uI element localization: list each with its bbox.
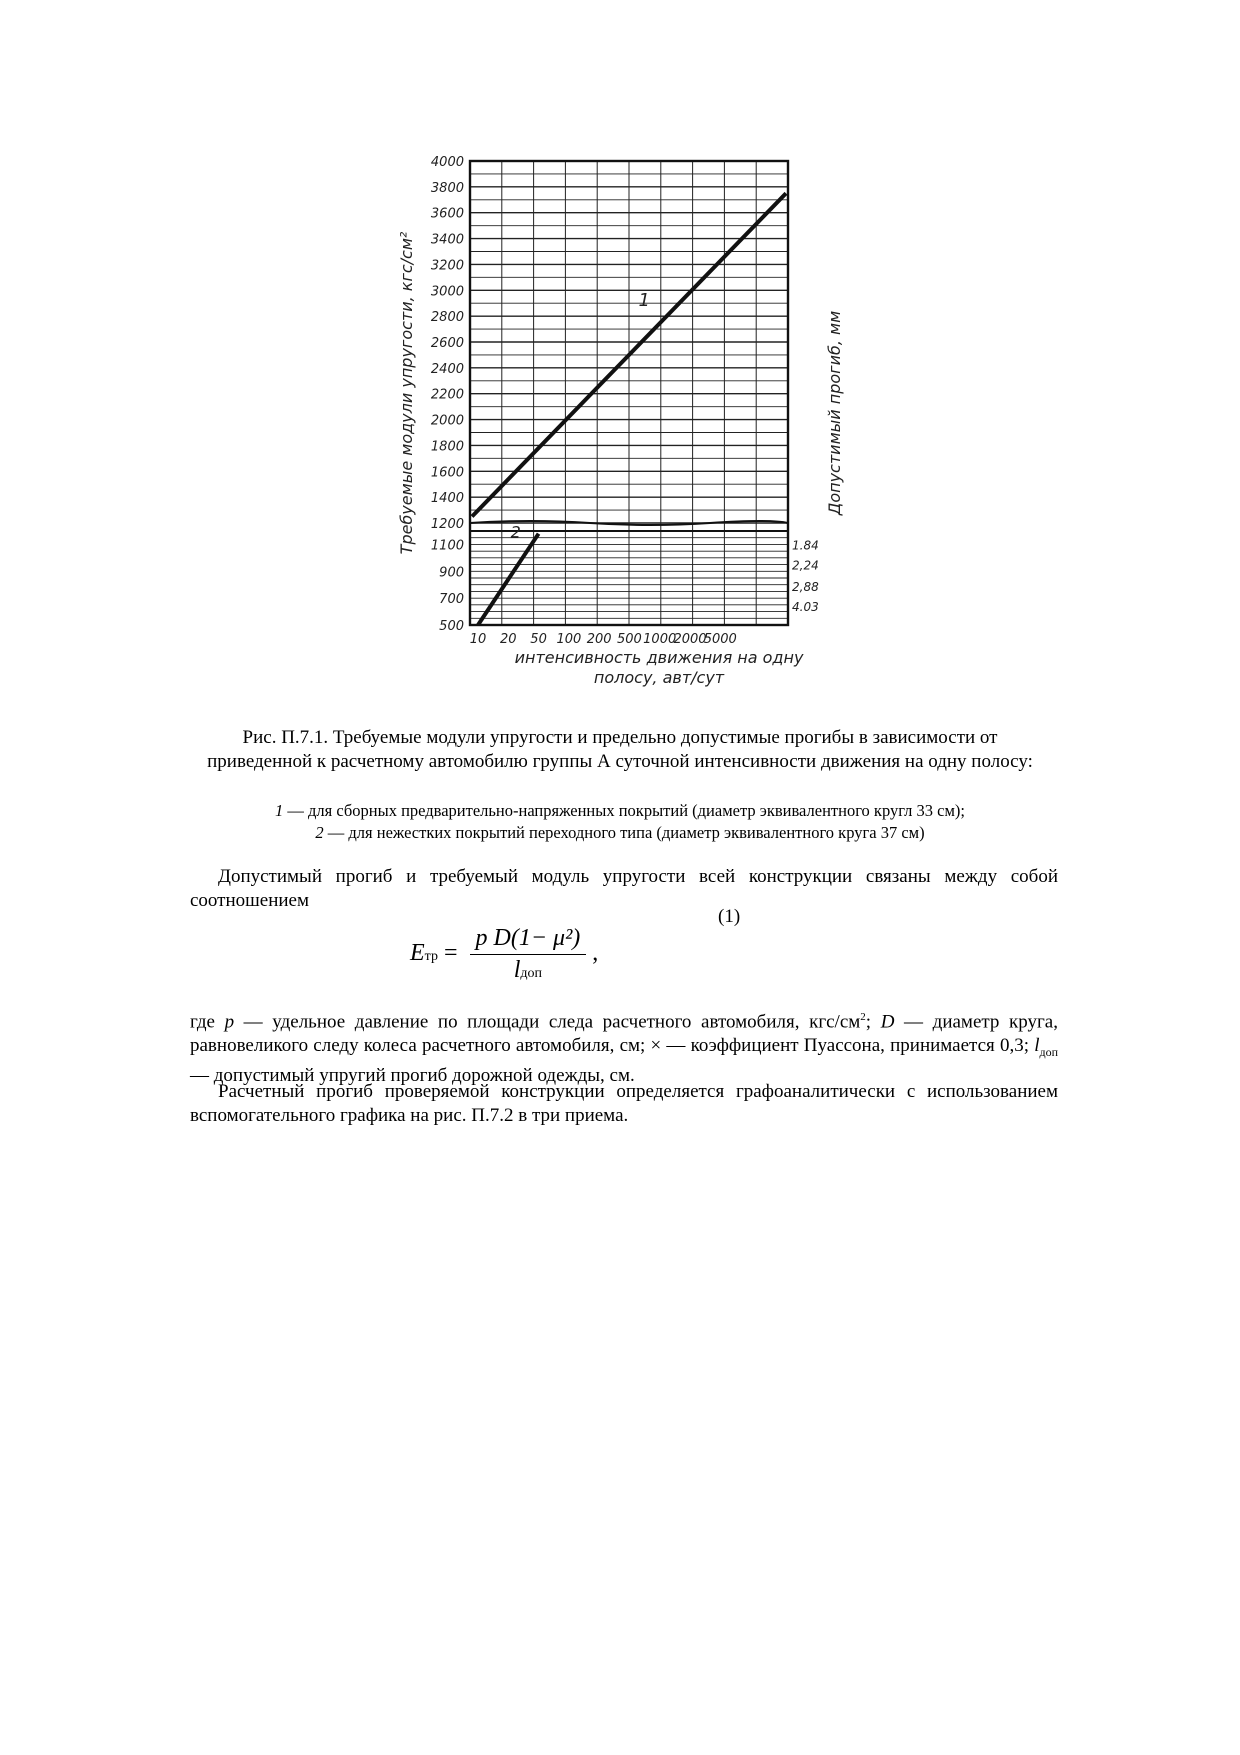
y-tick-label: 2400: [430, 361, 464, 377]
y-tick-label: 900: [439, 565, 464, 581]
p2-p: p: [224, 1011, 235, 1033]
p2-a: где: [190, 1011, 225, 1033]
p2-b: — удельное давление по площади следа расчетного автомобиля, кгс/см: [234, 1011, 861, 1033]
y-tick-label: 3000: [430, 284, 464, 300]
x-tick-label: 500: [617, 632, 642, 647]
note2-number: 2: [315, 823, 324, 842]
formula-lhs: E: [410, 940, 425, 967]
p2-e: — допустимый упругий прогиб дорожной одежды, см.: [190, 1065, 635, 1087]
y2-tick-label: 1.84: [792, 538, 819, 553]
formula-numerator: p D(1− μ²): [470, 925, 587, 955]
y2-tick-label: 4.03: [792, 600, 819, 615]
y-tick-label: 1800: [430, 439, 464, 455]
y-tick-label: 2200: [430, 387, 464, 403]
p2-d: — диаметр круга, равновеликого следу колеса расчетного автомобиля, см; × — коэффициент Пуассона, принимается 0,3;: [190, 1011, 1058, 1057]
formula-lhs-sub: тр: [424, 949, 438, 965]
y2-axis-label: Допустимый прогиб, мм: [825, 310, 844, 516]
y-tick-label: 3200: [430, 258, 464, 274]
p2-c: ;: [865, 1011, 881, 1033]
y-tick-label: 2800: [430, 310, 464, 326]
y2-tick-label: 2,88: [792, 580, 819, 595]
note1-text: — для сборных предварительно-напряженных покрытий (диаметр эквивалентного кругл 33 см);: [283, 801, 965, 820]
y-tick-label: 1100: [430, 538, 464, 554]
formula-fraction: [470, 925, 587, 984]
p2-lsub: доп: [1039, 1045, 1058, 1060]
x-tick-label: 200: [586, 632, 612, 647]
y-tick-label: 2600: [430, 336, 464, 351]
y-tick-label: 1200: [430, 517, 464, 532]
formula-tail: ,: [592, 940, 599, 967]
x-tick-label: 100: [556, 632, 582, 647]
note2-text: — для нежестких покрытий переходного типа (диаметр эквивалентного круга 37 см): [323, 823, 925, 842]
y-tick-label: 3800: [430, 180, 464, 196]
formula-eq: =: [437, 940, 464, 967]
chart-figure: [370, 145, 870, 705]
x-tick-label: 20: [500, 632, 517, 647]
x-axis-label: интенсивность движения на одну: [514, 648, 804, 667]
series-2-label: 2: [510, 522, 521, 542]
p2-D: D: [880, 1011, 895, 1033]
figure-caption: Рис. П.7.1. Требуемые модули упругости и предельно допустимые прогибы в зависимости от приведенной к расчетному автомобилю группы А суточной интенсивности движения на одну полосу:: [207, 727, 1033, 772]
x-tick-label: 1000: [643, 632, 677, 647]
note1-number: 1: [275, 801, 284, 820]
x-axis-label: полосу, авт/сут: [593, 668, 725, 687]
y2-tick-label: 2,24: [792, 558, 819, 573]
p2-l: l: [1034, 1035, 1040, 1057]
paragraph-1: Допустимый прогиб и требуемый модуль упругости всей конструкции связаны между собой соотношением: [190, 866, 1058, 911]
equation-number: (1): [718, 906, 741, 927]
paragraph-2: [190, 1005, 1058, 1088]
y-tick-label: 500: [439, 619, 464, 634]
x-tick-label: 10: [469, 632, 487, 647]
y-tick-label: 4000: [430, 155, 464, 170]
y-tick-label: 1600: [430, 465, 464, 481]
y-tick-label: 2000: [430, 413, 464, 429]
paragraph-3: Расчетный прогиб проверяемой конструкции определяется графоаналитически с использованием вспомогательного графика на рис. П.7.2 в три приема.: [190, 1081, 1058, 1126]
series-1-label: 1: [638, 289, 650, 311]
x-tick-label: 2000: [673, 632, 707, 647]
y-tick-label: 3600: [430, 206, 464, 222]
x-tick-label: 50: [530, 632, 547, 647]
caption-note-1: [200, 800, 1040, 822]
formula: [410, 925, 598, 984]
y-tick-label: 700: [439, 592, 464, 608]
formula-denominator-sub: доп: [520, 966, 543, 981]
y-tick-label: 3400: [430, 232, 464, 248]
y-axis-label: Требуемые модули упругости, кгс/см²: [397, 231, 416, 555]
y-tick-label: 1400: [430, 491, 464, 507]
formula-denominator-l: l: [513, 957, 521, 983]
formula-denominator: [470, 955, 587, 984]
caption-note-2: [200, 822, 1040, 844]
chart-svg: [370, 145, 870, 705]
x-tick-label: 5000: [703, 632, 737, 647]
p2-sup: 2: [860, 1011, 866, 1023]
